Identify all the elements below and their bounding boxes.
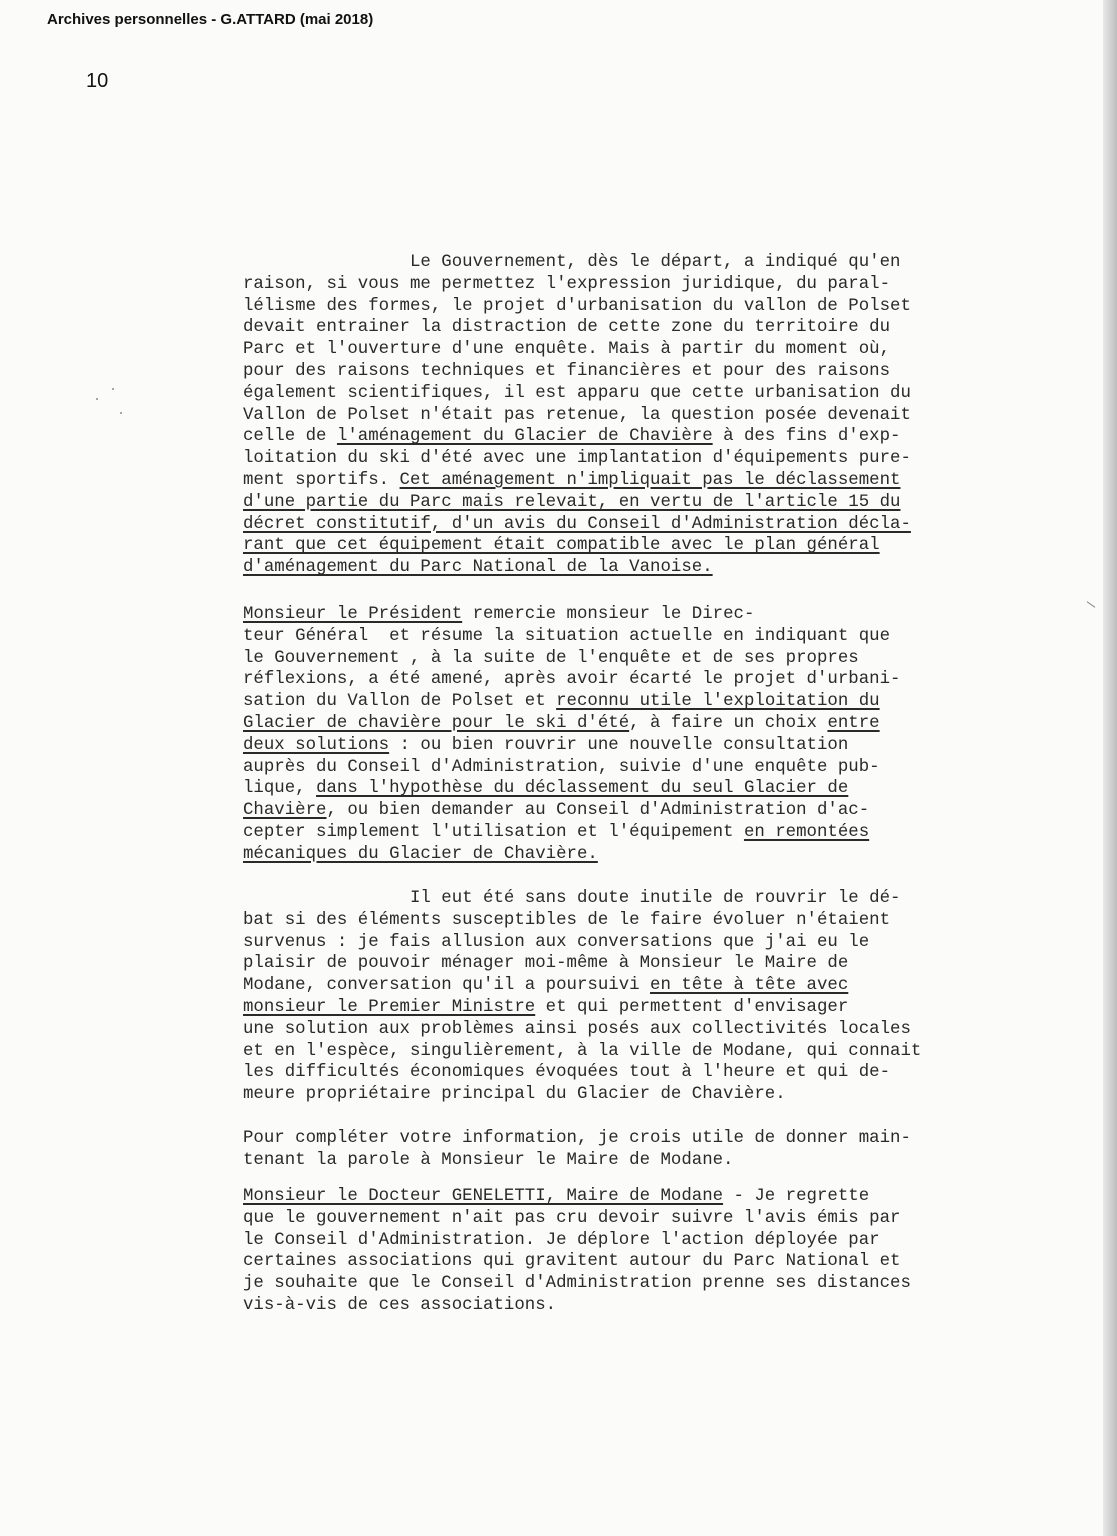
text-segment: une solution aux problèmes ainsi posés aux collectivités locales <box>243 1019 911 1039</box>
text-segment: je souhaite que le Conseil d'Administration prenne ses distances <box>243 1274 911 1294</box>
text-segment: cepter simplement l'utilisation et l'équipement <box>243 822 744 842</box>
text-segment: celle de <box>243 427 337 447</box>
underlined-text: Cet aménagement n'impliquait pas le déclassement <box>399 470 901 490</box>
text-line <box>243 1150 963 1172</box>
paragraph <box>243 1128 963 1172</box>
scan-speck <box>120 412 122 414</box>
text-line <box>243 822 963 844</box>
text-segment: Il eut été sans doute inutile de rouvrir le dé- <box>243 889 901 908</box>
text-line <box>243 1230 963 1252</box>
text-line <box>243 1084 963 1106</box>
text-segment: pour des raisons techniques et financières et pour des raisons <box>243 361 891 381</box>
text-segment: remercie monsieur le Direc- <box>462 605 755 624</box>
text-line <box>243 1251 963 1273</box>
scan-speck <box>1087 601 1096 608</box>
text-segment: sation du Vallon de Polset et <box>243 692 557 712</box>
text-line <box>243 997 963 1019</box>
text-segment: devait entrainer la distraction de cette zone du territoire du <box>243 318 891 338</box>
text-segment: réflexions, a été amené, après avoir écarté le projet d'urbani- <box>243 670 901 690</box>
text-line <box>243 557 963 579</box>
archive-header: Archives personnelles - G.ATTARD (mai 2018) <box>47 11 374 28</box>
underlined-text: rant que cet équipement était compatible avec le plan général <box>243 536 880 556</box>
underlined-text: dans l'hypothèse du déclassement du seul Glacier de <box>316 779 849 799</box>
text-line <box>243 1019 963 1041</box>
text-line <box>243 604 963 626</box>
text-segment: - Je regrette <box>723 1187 870 1206</box>
text-line <box>243 1208 963 1230</box>
underlined-text: d'aménagement du Parc National de la Vanoise. <box>243 558 713 578</box>
text-line <box>243 339 963 361</box>
text-line <box>243 1186 963 1208</box>
text-line <box>243 514 963 536</box>
text-segment: meure propriétaire principal du Glacier de Chavière. <box>243 1085 786 1105</box>
text-segment: auprès du Conseil d'Administration, suivie d'une enquête pub- <box>243 757 880 777</box>
text-segment: Parc et l'ouverture d'une enquête. Mais à partir du moment où, <box>243 340 891 360</box>
text-segment: loitation du ski d'été avec une implantation d'équipements pure- <box>243 449 911 469</box>
underlined-text: Chavière <box>243 801 327 821</box>
text-segment: les difficultés économiques évoquées tout à l'heure et qui de- <box>243 1063 891 1083</box>
text-segment: plaisir de pouvoir ménager moi-même à Monsieur le Maire de <box>243 954 849 974</box>
text-segment: certaines associations qui gravitent autour du Parc National et <box>243 1252 901 1272</box>
text-line <box>243 910 963 932</box>
text-segment: bat si des éléments susceptibles de le faire évoluer n'étaient <box>243 910 891 930</box>
text-segment: , ou bien demander au Conseil d'Administration d'ac- <box>326 801 870 821</box>
text-line <box>243 648 963 670</box>
text-line <box>243 691 963 713</box>
text-line <box>243 252 963 274</box>
text-segment: tenant la parole à Monsieur le Maire de Modane. <box>243 1150 734 1170</box>
text-segment: lique, <box>243 779 317 799</box>
underlined-text: en remontées <box>743 822 870 842</box>
text-line <box>243 1062 963 1084</box>
text-segment: et en l'espèce, singulièrement, à la ville de Modane, qui connait <box>243 1041 922 1061</box>
underlined-text: l'aménagement du Glacier de Chavière <box>336 427 713 447</box>
underlined-text: décret constitutif, d'un avis du Conseil d'Administration décla- <box>243 514 911 534</box>
text-segment: Modane, conversation qu'il a poursuivi <box>243 976 651 996</box>
text-line <box>243 448 963 470</box>
text-segment: Vallon de Polset n'était pas retenue, la question posée devenait <box>243 405 911 425</box>
scan-speck <box>96 398 98 400</box>
text-line <box>243 713 963 735</box>
paragraph <box>243 888 963 1106</box>
underlined-text: Monsieur le Président <box>243 605 463 624</box>
paragraph <box>243 604 963 866</box>
text-line <box>243 405 963 427</box>
text-line <box>243 844 963 866</box>
paragraph <box>243 1186 963 1317</box>
text-line <box>243 296 963 318</box>
text-line <box>243 426 963 448</box>
text-line <box>243 361 963 383</box>
text-segment: également scientifiques, il est apparu que cette urbanisation du <box>243 383 911 403</box>
text-segment: et qui permettent d'envisager <box>535 997 849 1017</box>
scan-edge-shadow <box>1103 0 1117 1536</box>
text-line <box>243 535 963 557</box>
text-segment: : ou bien rouvrir une nouvelle consultation <box>389 735 849 755</box>
text-line <box>243 470 963 492</box>
text-line <box>243 975 963 997</box>
text-line <box>243 1273 963 1295</box>
text-line <box>243 778 963 800</box>
underlined-text: monsieur le Premier Ministre <box>243 997 536 1017</box>
text-segment: Pour compléter votre information, je crois utile de donner main- <box>243 1129 911 1148</box>
text-line <box>243 669 963 691</box>
underlined-text: en tête à tête avec <box>650 976 849 996</box>
text-segment: Le Gouvernement, dès le départ, a indiqué qu'en <box>243 253 901 272</box>
text-line <box>243 932 963 954</box>
text-line <box>243 735 963 757</box>
text-segment: survenus : je fais allusion aux conversations que j'ai eu le <box>243 932 870 952</box>
text-line <box>243 888 963 910</box>
text-segment: le Gouvernement , à la suite de l'enquête et de ses propres <box>243 648 859 668</box>
text-line <box>243 1041 963 1063</box>
text-line <box>243 800 963 822</box>
page-number: 10 <box>86 70 109 92</box>
text-line <box>243 1128 963 1150</box>
text-line <box>243 492 963 514</box>
underlined-text: Monsieur le Docteur GENELETTI, Maire de Modane <box>243 1187 724 1206</box>
text-segment: ment sportifs. <box>243 470 400 490</box>
underlined-text: entre <box>827 713 880 733</box>
underlined-text: mécaniques du Glacier de Chavière. <box>243 844 598 864</box>
text-segment: teur Général et résume la situation actuelle en indiquant que <box>243 626 891 646</box>
text-line <box>243 274 963 296</box>
text-line <box>243 626 963 648</box>
text-segment: que le gouvernement n'ait pas cru devoir suivre l'avis émis par <box>243 1208 901 1228</box>
text-line <box>243 383 963 405</box>
scan-speck <box>112 388 114 390</box>
text-line <box>243 953 963 975</box>
text-line <box>243 757 963 779</box>
paragraph <box>243 252 963 579</box>
underlined-text: reconnu utile l'exploitation du <box>556 692 880 712</box>
underlined-text: Glacier de chavière pour le ski d'été <box>243 713 630 733</box>
text-line <box>243 1295 963 1317</box>
text-segment: lélisme des formes, le projet d'urbanisation du vallon de Polset <box>243 296 911 316</box>
underlined-text: d'une partie du Parc mais relevait, en vertu de l'article 15 du <box>243 492 901 512</box>
text-segment: le Conseil d'Administration. Je déplore l'action déployée par <box>243 1230 880 1250</box>
text-segment: , à faire un choix <box>629 713 828 733</box>
underlined-text: deux solutions <box>243 735 390 755</box>
text-segment: à des fins d'exp- <box>712 427 901 447</box>
text-line <box>243 317 963 339</box>
text-segment: vis-à-vis de ces associations. <box>243 1295 557 1315</box>
text-segment: raison, si vous me permettez l'expression juridique, du paral- <box>243 274 891 294</box>
